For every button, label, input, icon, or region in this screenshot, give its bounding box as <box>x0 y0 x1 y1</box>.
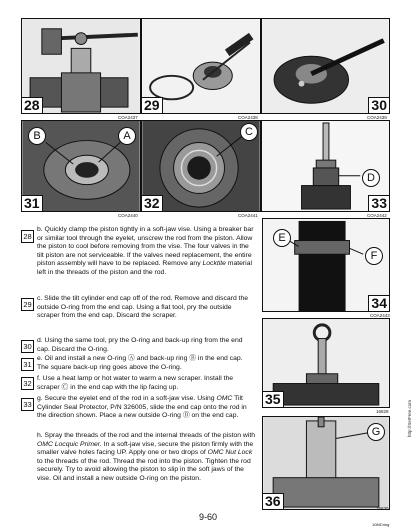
step-text: material left in the threads of the piston and the rod. <box>37 260 252 276</box>
callout-f: F <box>365 247 383 265</box>
step-text: g. Secure the eyelet end of the rod in a soft-jaw vise. Using <box>37 395 217 402</box>
step-figure-ref: 28 <box>21 230 34 243</box>
callout-b: B <box>28 127 46 145</box>
figure-code: COA2442 <box>367 213 387 218</box>
figure-code: COA2441 <box>238 213 258 218</box>
figure-31 <box>21 120 141 212</box>
step-figure-ref: 33 <box>21 398 34 411</box>
step-text: f. Use a heat lamp or hot water to warm a new scraper. Install the scraper Ⓒ in the end cap with the lip facing up. <box>37 375 234 391</box>
figure-code: COA2437 <box>118 115 138 120</box>
figure-34 <box>262 218 390 312</box>
figure-29 <box>141 18 261 114</box>
step-text: d. Using the same tool, pry the O-ring and back-up ring from the end cap. Discard the O-ring. <box>37 337 243 353</box>
step-text: h. Spray the threads of the rod and the internal threads of the piston with <box>37 432 256 439</box>
callout-a: A <box>118 127 136 145</box>
figure-number: 28 <box>22 97 43 113</box>
figure-number: 34 <box>368 295 389 311</box>
callout-e: E <box>273 229 291 247</box>
product-name: Locktite <box>202 260 226 268</box>
figure-number: 32 <box>142 195 163 211</box>
figure-28 <box>21 18 141 114</box>
step-b-text <box>37 226 255 278</box>
step-e-text <box>37 355 255 372</box>
step-f-text <box>37 375 255 392</box>
callout-g: G <box>367 423 385 441</box>
step-text: c. Slide the tilt cylinder end cap off of the rod. Remove and discard the outside O-ring from the end cap. Using a flat tool, pry the outside scraper from the end cap. Discard the scraper. <box>37 295 249 320</box>
product-name: OMC Nut Lock <box>207 449 253 457</box>
figure-number: 33 <box>368 195 389 211</box>
step-figure-ref: 29 <box>21 298 34 311</box>
product-name: OMC Locquic Primer. <box>37 440 102 448</box>
step-c-text <box>37 295 255 321</box>
figure-35 <box>262 318 390 408</box>
figure-number: 31 <box>22 195 43 211</box>
figure-36 <box>262 416 390 510</box>
step-text: to the threads of the rod. Thread the rod into the piston. Tighten the rod securely. Try to avoid allowing the piston to slip in the soft jaws of the vise. Oil and install a new outside O-ring on the piston. <box>37 457 251 482</box>
figure-33 <box>261 120 390 212</box>
sidebar-watermark: http://SetFree.com <box>407 400 412 438</box>
step-figure-ref: 30 <box>21 340 34 353</box>
figure-code: COA2440 <box>118 213 138 218</box>
figure-number: 35 <box>263 391 284 407</box>
figure-32 <box>141 120 261 212</box>
figure-number: 29 <box>142 97 163 113</box>
figure-code: COA2439 <box>367 115 387 120</box>
brand-name: OMC <box>216 395 233 402</box>
callout-d: D <box>362 169 380 187</box>
figure-code: COA2443 <box>370 313 390 318</box>
footer-code: 10MCring <box>372 522 390 527</box>
step-g-text <box>37 395 255 421</box>
figure-code: COA2438 <box>238 115 258 120</box>
figure-number: 30 <box>368 97 389 113</box>
step-text: e. Oil and install a new O-ring Ⓐ and back-up ring Ⓑ in the end cap. The square back-up ring goes above the O-ring. <box>37 355 243 371</box>
step-text: In a soft-jaw vise, secure the piston firmly with the smaller valve holes facing UP. Apply one or two drops of <box>37 440 254 457</box>
step-figure-ref: 32 <box>21 377 34 390</box>
callout-c: C <box>240 123 258 141</box>
figure-30 <box>261 18 390 114</box>
page-number: 9-60 <box>198 512 217 522</box>
figure-code: 16830 <box>376 506 389 511</box>
step-d-text <box>37 337 255 354</box>
step-text: b. Quickly clamp the piston tightly in a soft-jaw vise. Using a breaker bar or similar tool through the eyelet, unscrew the rod from the piston. Allow the piston to cool before removing from the vise. The four valves in the tilt piston are not serviceable. If the valves need replacement, the entire piston assembly will have to be replaced. Remove any <box>37 226 254 268</box>
figure-number: 36 <box>263 493 284 509</box>
step-h-text <box>37 432 255 484</box>
figure-code: 16828 <box>376 409 389 414</box>
step-figure-ref: 31 <box>21 358 34 371</box>
step-text: Tilt Cylinder Seal Protector, P/N 326005, slide the end cap onto the rod in the direction shown. Place a new outside O-ring Ⓓ on the end cap. <box>37 395 247 420</box>
